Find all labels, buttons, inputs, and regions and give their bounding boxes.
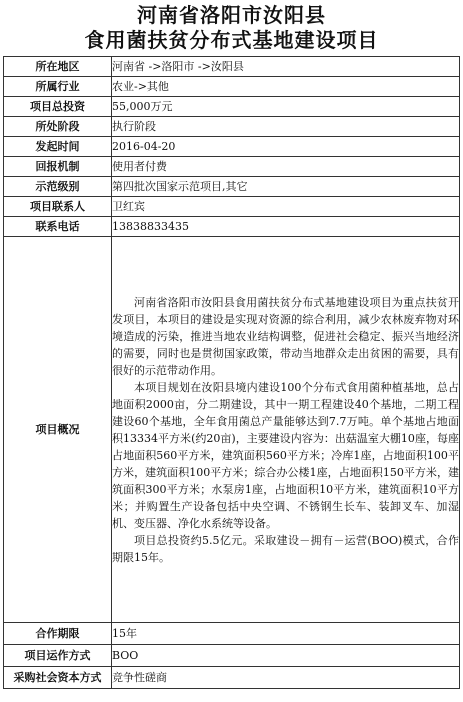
table-row [4, 667, 460, 689]
row-value-demo-level: 第四批次国家示范项目,其它 [112, 177, 460, 197]
row-value-start-date: 2016-04-20 [112, 137, 460, 157]
row-value-contact-person: 卫红宾 [112, 197, 460, 217]
row-label-contact-phone: 联系电话 [4, 217, 112, 237]
row-value-stage: 执行阶段 [112, 117, 460, 137]
overview-paragraph: 本项目规划在汝阳县境内建设100个分布式食用菌种植基地，总占地面积2000亩，分二期建设，其中一期工程建设40个基地，二期工程建设60个基地，全年食用菌总产量能够达到7.7万吨。单个基地占地面积13334平方米(约20亩)，主要建设内容为：出菇温室大棚10座，每座占地面积560平方米，建筑面积560平方米；冷库1座，占地面积100平方米，建筑面积100平方米；综合办公楼1座，占地面积150平方米，建筑面积300平方米；水泵房1座，占地面积10平方米，建筑面积10平方米；并购置生产设备包括中央空调、不锈钢生长车、装卸叉车、加湿机、变压器、净化水系统等设备。 [112, 380, 459, 530]
row-value-industry: 农业->其他 [112, 77, 460, 97]
table-row [4, 237, 460, 623]
overview-paragraph: 项目总投资约5.5亿元。采取建设－拥有－运营(BOO)模式，合作期限15年。 [112, 533, 459, 564]
row-label-total-investment: 项目总投资 [4, 97, 112, 117]
row-label-industry: 所属行业 [4, 77, 112, 97]
row-value-procurement-method: 竞争性磋商 [112, 667, 460, 689]
table-row [4, 157, 460, 177]
row-label-cooperation-period: 合作期限 [4, 623, 112, 645]
table-row [4, 97, 460, 117]
row-value-region: 河南省 ->洛阳市 ->汝阳县 [112, 57, 460, 77]
project-info-table [3, 56, 460, 689]
row-value-cooperation-period: 15年 [112, 623, 460, 645]
row-value-overview [112, 237, 460, 623]
row-label-operation-mode: 项目运作方式 [4, 645, 112, 667]
row-label-contact-person: 项目联系人 [4, 197, 112, 217]
table-row [4, 137, 460, 157]
table-row [4, 117, 460, 137]
row-label-procurement-method: 采购社会资本方式 [4, 667, 112, 689]
row-label-stage: 所处阶段 [4, 117, 112, 137]
row-label-region: 所在地区 [4, 57, 112, 77]
row-label-demo-level: 示范级别 [4, 177, 112, 197]
row-label-return-mechanism: 回报机制 [4, 157, 112, 177]
overview-paragraph: 河南省洛阳市汝阳县食用菌扶贫分布式基地建设项目为重点扶贫开发项目，本项目的建设是实现对资源的综合利用，减少农林废弃物对环境造成的污染，推进当地农业结构调整，促进社会稳定、振兴当地经济的需要，同时也是贯彻国家政策，带动当地群众走出贫困的需要，具有很好的示范带动作用。 [112, 295, 459, 377]
table-row [4, 217, 460, 237]
document-title [0, 0, 463, 53]
table-row [4, 177, 460, 197]
row-value-operation-mode: BOO [112, 645, 460, 667]
table-row [4, 645, 460, 667]
table-row [4, 77, 460, 97]
title-line-1: 河南省洛阳市汝阳县 [137, 3, 326, 27]
row-value-return-mechanism: 使用者付费 [112, 157, 460, 177]
table-row [4, 623, 460, 645]
table-row [4, 197, 460, 217]
row-label-overview: 项目概况 [4, 237, 112, 623]
title-line-2: 食用菌扶贫分布式基地建设项目 [84, 28, 379, 52]
row-label-start-date: 发起时间 [4, 137, 112, 157]
table-row [4, 57, 460, 77]
row-value-contact-phone: 13838833435 [112, 217, 460, 237]
row-value-total-investment: 55,000万元 [112, 97, 460, 117]
